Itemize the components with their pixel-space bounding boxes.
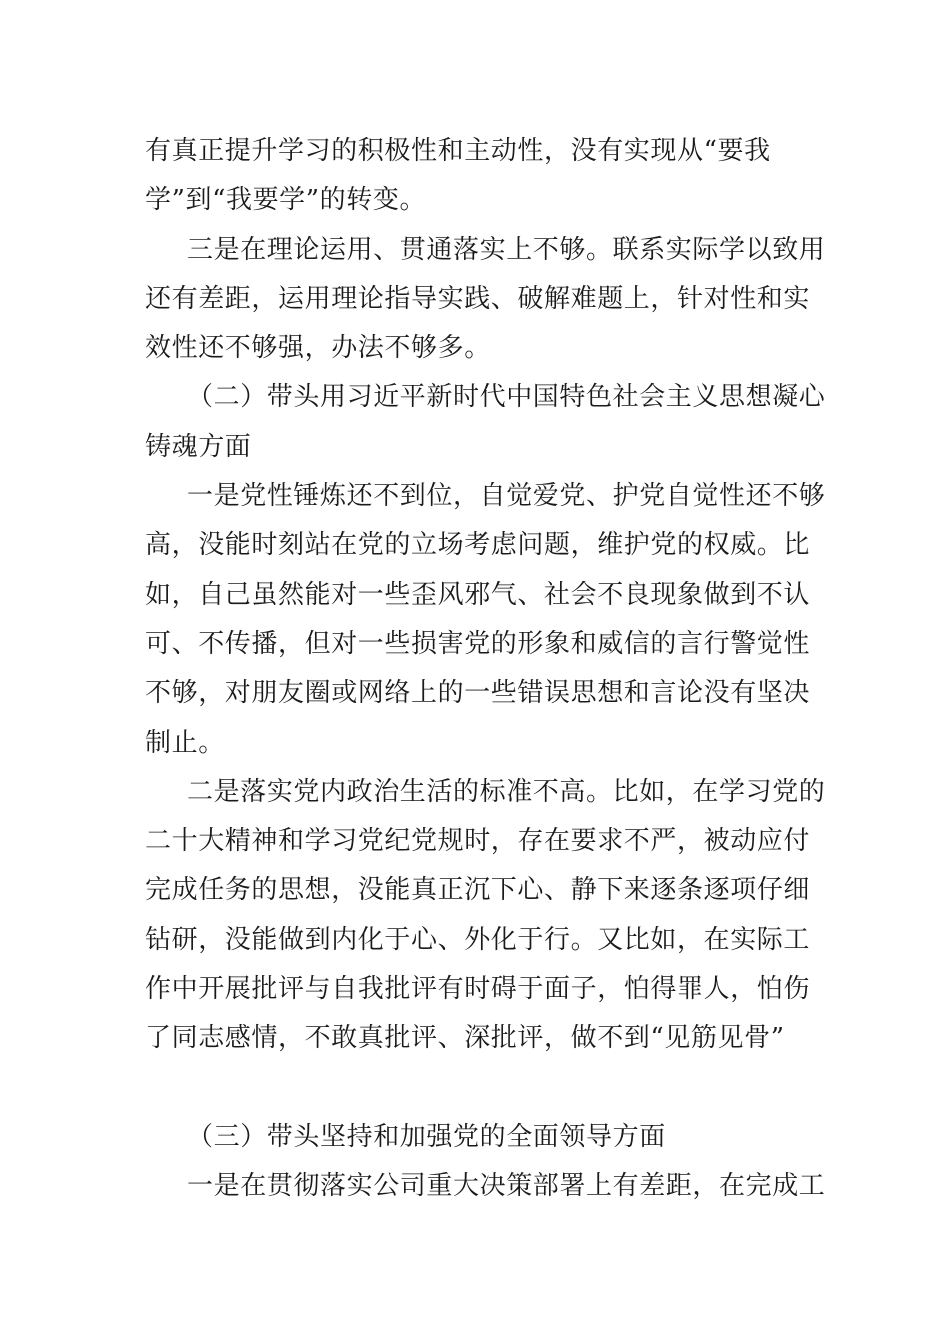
section-heading: （二）带头用习近平新时代中国特色社会主义思想凝心 xyxy=(187,382,826,413)
paragraph-line: 二十大精神和学习党纪党规时，存在要求不严，被动应付 xyxy=(145,826,811,857)
paragraph-line: 钻研，没能做到内化于心、外化于行。又比如，在实际工 xyxy=(145,924,811,955)
paragraph-line: 制止。 xyxy=(145,727,225,758)
paragraph-line: 了同志感情，不敢真批评、深批评，做不到“见筋见骨” xyxy=(145,1023,785,1054)
paragraph-line: 二是落实党内政治生活的标准不高。比如，在学习党的 xyxy=(187,776,826,807)
section-heading-continued: 铸魂方面 xyxy=(145,431,252,462)
paragraph-line: 完成任务的思想，没能真正沉下心、静下来逐条逐项仔细 xyxy=(145,875,811,906)
paragraph-line: 可、不传播，但对一些损害党的形象和威信的言行警觉性 xyxy=(145,628,811,659)
paragraph-line: 效性还不够强，办法不够多。 xyxy=(145,333,491,364)
paragraph-line: 高，没能时刻站在党的立场考虑问题，维护党的权威。比 xyxy=(145,530,811,561)
paragraph-line: 三是在理论运用、贯通落实上不够。联系实际学以致用 xyxy=(187,234,826,265)
blank-line xyxy=(145,1064,809,1113)
section-heading: （三）带头坚持和加强党的全面领导方面 xyxy=(187,1121,666,1152)
paragraph-line: 作中开展批评与自我批评有时碍于面子，怕得罪人，怕伤 xyxy=(145,974,811,1005)
paragraph-line: 一是党性锤炼还不到位，自觉爱党、护党自觉性还不够 xyxy=(187,481,826,512)
paragraph-line: 学”到“我要学”的转变。 xyxy=(145,185,427,216)
document-body xyxy=(145,127,826,1211)
paragraph-line: 如，自己虽然能对一些歪风邪气、社会不良现象做到不认 xyxy=(145,579,811,610)
paragraph-line: 有真正提升学习的积极性和主动性，没有实现从“要我 xyxy=(145,136,771,166)
paragraph-line: 一是在贯彻落实公司重大决策部署上有差距，在完成工 xyxy=(187,1170,826,1201)
paragraph-line: 不够，对朋友圈或网络上的一些错误思想和言论没有坚决 xyxy=(145,678,811,709)
paragraph-line: 还有差距，运用理论指导实践、破解难题上，针对性和实 xyxy=(145,283,811,314)
